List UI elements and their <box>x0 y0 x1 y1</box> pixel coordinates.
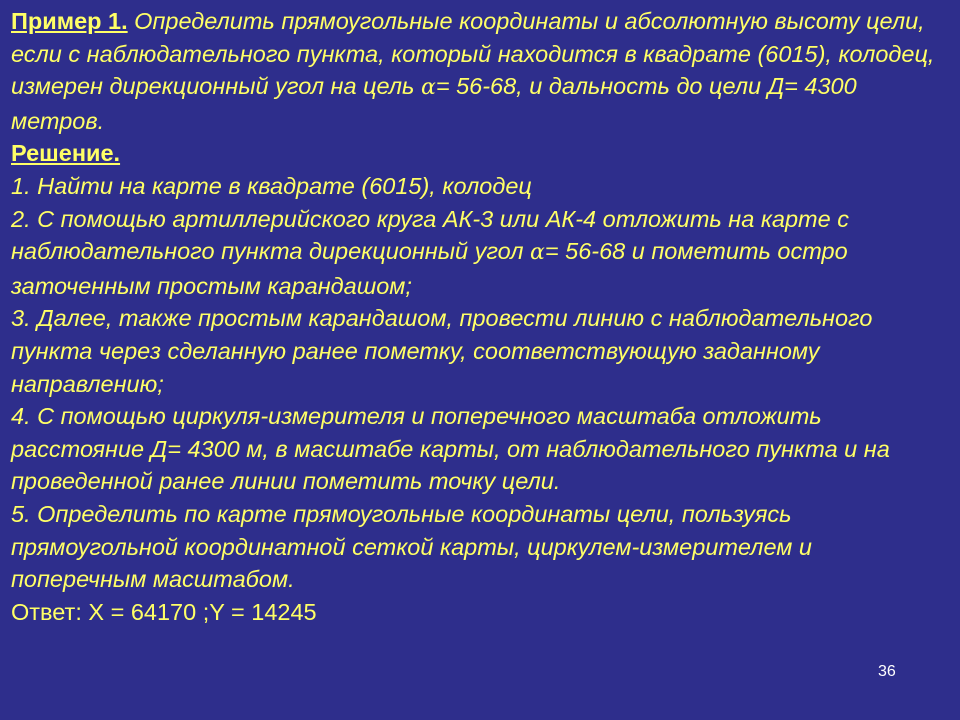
step-2-text-part1: 2. С помощью артиллерийского круга АК-3 или АК-4 отложить на карте с наблюдательного пункта дирекционный угол <box>11 205 849 265</box>
example-text-part2: = 56-68, и дальность до цели Д= 4300 метров. <box>11 73 857 134</box>
alpha-symbol: α <box>420 75 436 101</box>
alpha-symbol: α <box>530 240 545 266</box>
example-paragraph <box>11 5 946 137</box>
page-number: 36 <box>878 663 896 680</box>
step-2-text-part2: = 56-68 и пометить остро заточенным простым карандашом; <box>11 238 848 299</box>
step-2 <box>11 203 946 303</box>
example-label: Пример 1. <box>11 8 128 34</box>
solution-label: Решение. <box>11 140 121 167</box>
example-text-part1: Определить прямоугольные координаты и абсолютную высоту цели, если с наблюдательного пункта, который находится в квадрате (6015), колодец, измерен дирекционный угол на цель <box>11 8 935 100</box>
step-4: 4. С помощью циркуля-измерителя и поперечного масштаба отложить расстояние Д= 4300 м, в масштабе карты, от наблюдательного пункта и на проведенной ранее линии пометить точку цели. <box>11 403 890 495</box>
step-3: 3. Далее, также простым карандашом, провести линию с наблюдательного пункта через сделанную ранее пометку, соответствующую заданному направлению; <box>11 305 873 397</box>
step-5: 5. Определить по карте прямоугольные координаты цели, пользуясь прямоугольной координатной сеткой карты, циркулем-измерителем и поперечным масштабом. <box>11 500 812 593</box>
answer: Ответ: X = 64170 ;Y = 14245 <box>11 598 317 625</box>
slide-content <box>11 5 946 628</box>
step-1: 1. Найти на карте в квадрате (6015), колодец <box>11 172 532 199</box>
solution-heading <box>11 137 946 170</box>
